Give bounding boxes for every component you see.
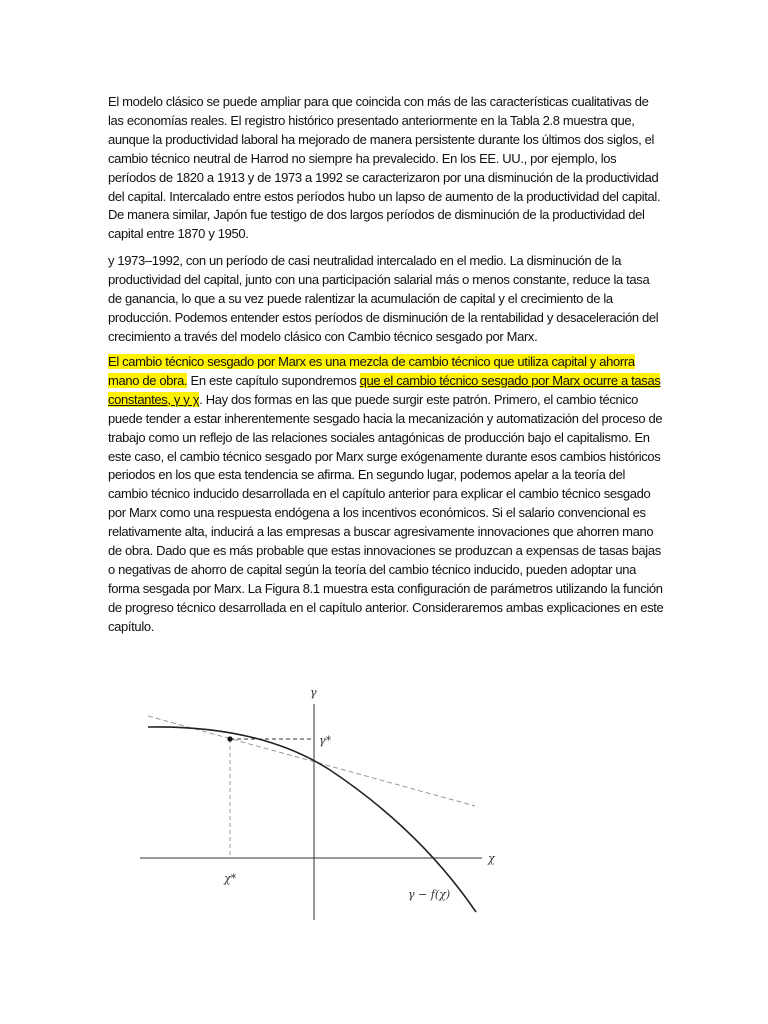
figure-technical-progress <box>120 680 500 920</box>
tangent-line <box>148 716 475 806</box>
highlighted-underlined-text: que el cambio técnico sesgado por Marx ocurre a tasas constantes, γ y χ <box>108 372 661 407</box>
y-axis-label: γ <box>310 686 317 699</box>
y-star-label: γ* <box>319 734 332 747</box>
paragraph-3-rest: . Hay dos formas en las que puede surgir este patrón. Primero, el cambio técnico puede tender a estar inherentemente sesgado hacia la mecanización y automatización del proceso de trabajo como un reflejo de las relaciones sociales antagónicas de producción bajo el capitalismo. En este caso, el cambio técnico sesgado por Marx surge exógenamente durante esos cambios históricos periodos en los que esta tendencia se afirma. En segundo lugar, podemos apelar a la teoría del cambio técnico inducido desarrollada en el capítulo anterior para explicar el cambio técnico sesgado por Marx como una respuesta endógena a los incentivos económicos. Si el salario convencional es relativamente alta, inducirá a las empresas a buscar agresivamente innovaciones que ahorren mano de obra. Dado que es más probable que estas innovaciones se produzcan a expensas de tasas bajas o negativas de ahorro de capital según la teoría del cambio técnico inducido, pueden adoptar una forma sesgada por Marx. La Figura 8.1 muestra esta configuración de parámetros utilizando la función de progreso técnico desarrollada en el capítulo anterior. Consideraremos ambas explicaciones en este capítulo. <box>108 391 664 634</box>
x-axis-label: χ <box>488 852 495 865</box>
paragraph-2: y 1973–1992, con un período de casi neutralidad intercalado en el medio. La disminución de la productividad del capital, junto con una participación salarial más o menos constante, reduce la tasa de ganancia, lo que a su vez puede ralentizar la acumulación de capital y el crecimiento de la producción. Podemos entender estos períodos de disminución de la rentabilidad y desaceleración del crecimiento a través del modelo clásico con Cambio técnico sesgado por Marx. <box>108 253 659 344</box>
paragraph-3-text: En este capítulo supondremos <box>187 372 360 388</box>
technical-progress-curve <box>148 727 476 912</box>
paragraph-3 <box>108 353 664 637</box>
curve-label: γ − f(χ) <box>408 888 451 901</box>
highlighted-text: El cambio técnico sesgado por Marx es una mezcla de cambio técnico que utiliza capital y ahorra mano de obra. <box>108 354 635 388</box>
tangency-point <box>227 736 232 741</box>
x-star-label: χ* <box>224 872 237 885</box>
paragraph-1: El modelo clásico se puede ampliar para que coincida con más de las características cualitativas de las economías reales. El registro histórico presentado anteriormente en la Tabla 2.8 muestra que, aunque la productividad laboral ha mejorado de manera persistente durante los últimos dos siglos, el cambio técnico neutral de Harrod no siempre ha prevalecido. En los EE. UU., por ejemplo, los períodos de 1820 a 1913 y de 1973 a 1992 se caracterizaron por una disminución de la productividad del capital. Intercalado entre estos períodos hubo un lapso de aumento de la productividad del capital. De manera similar, Japón fue testigo de dos largos períodos de disminución de la productividad del capital entre 1870 y 1950. <box>108 94 661 242</box>
